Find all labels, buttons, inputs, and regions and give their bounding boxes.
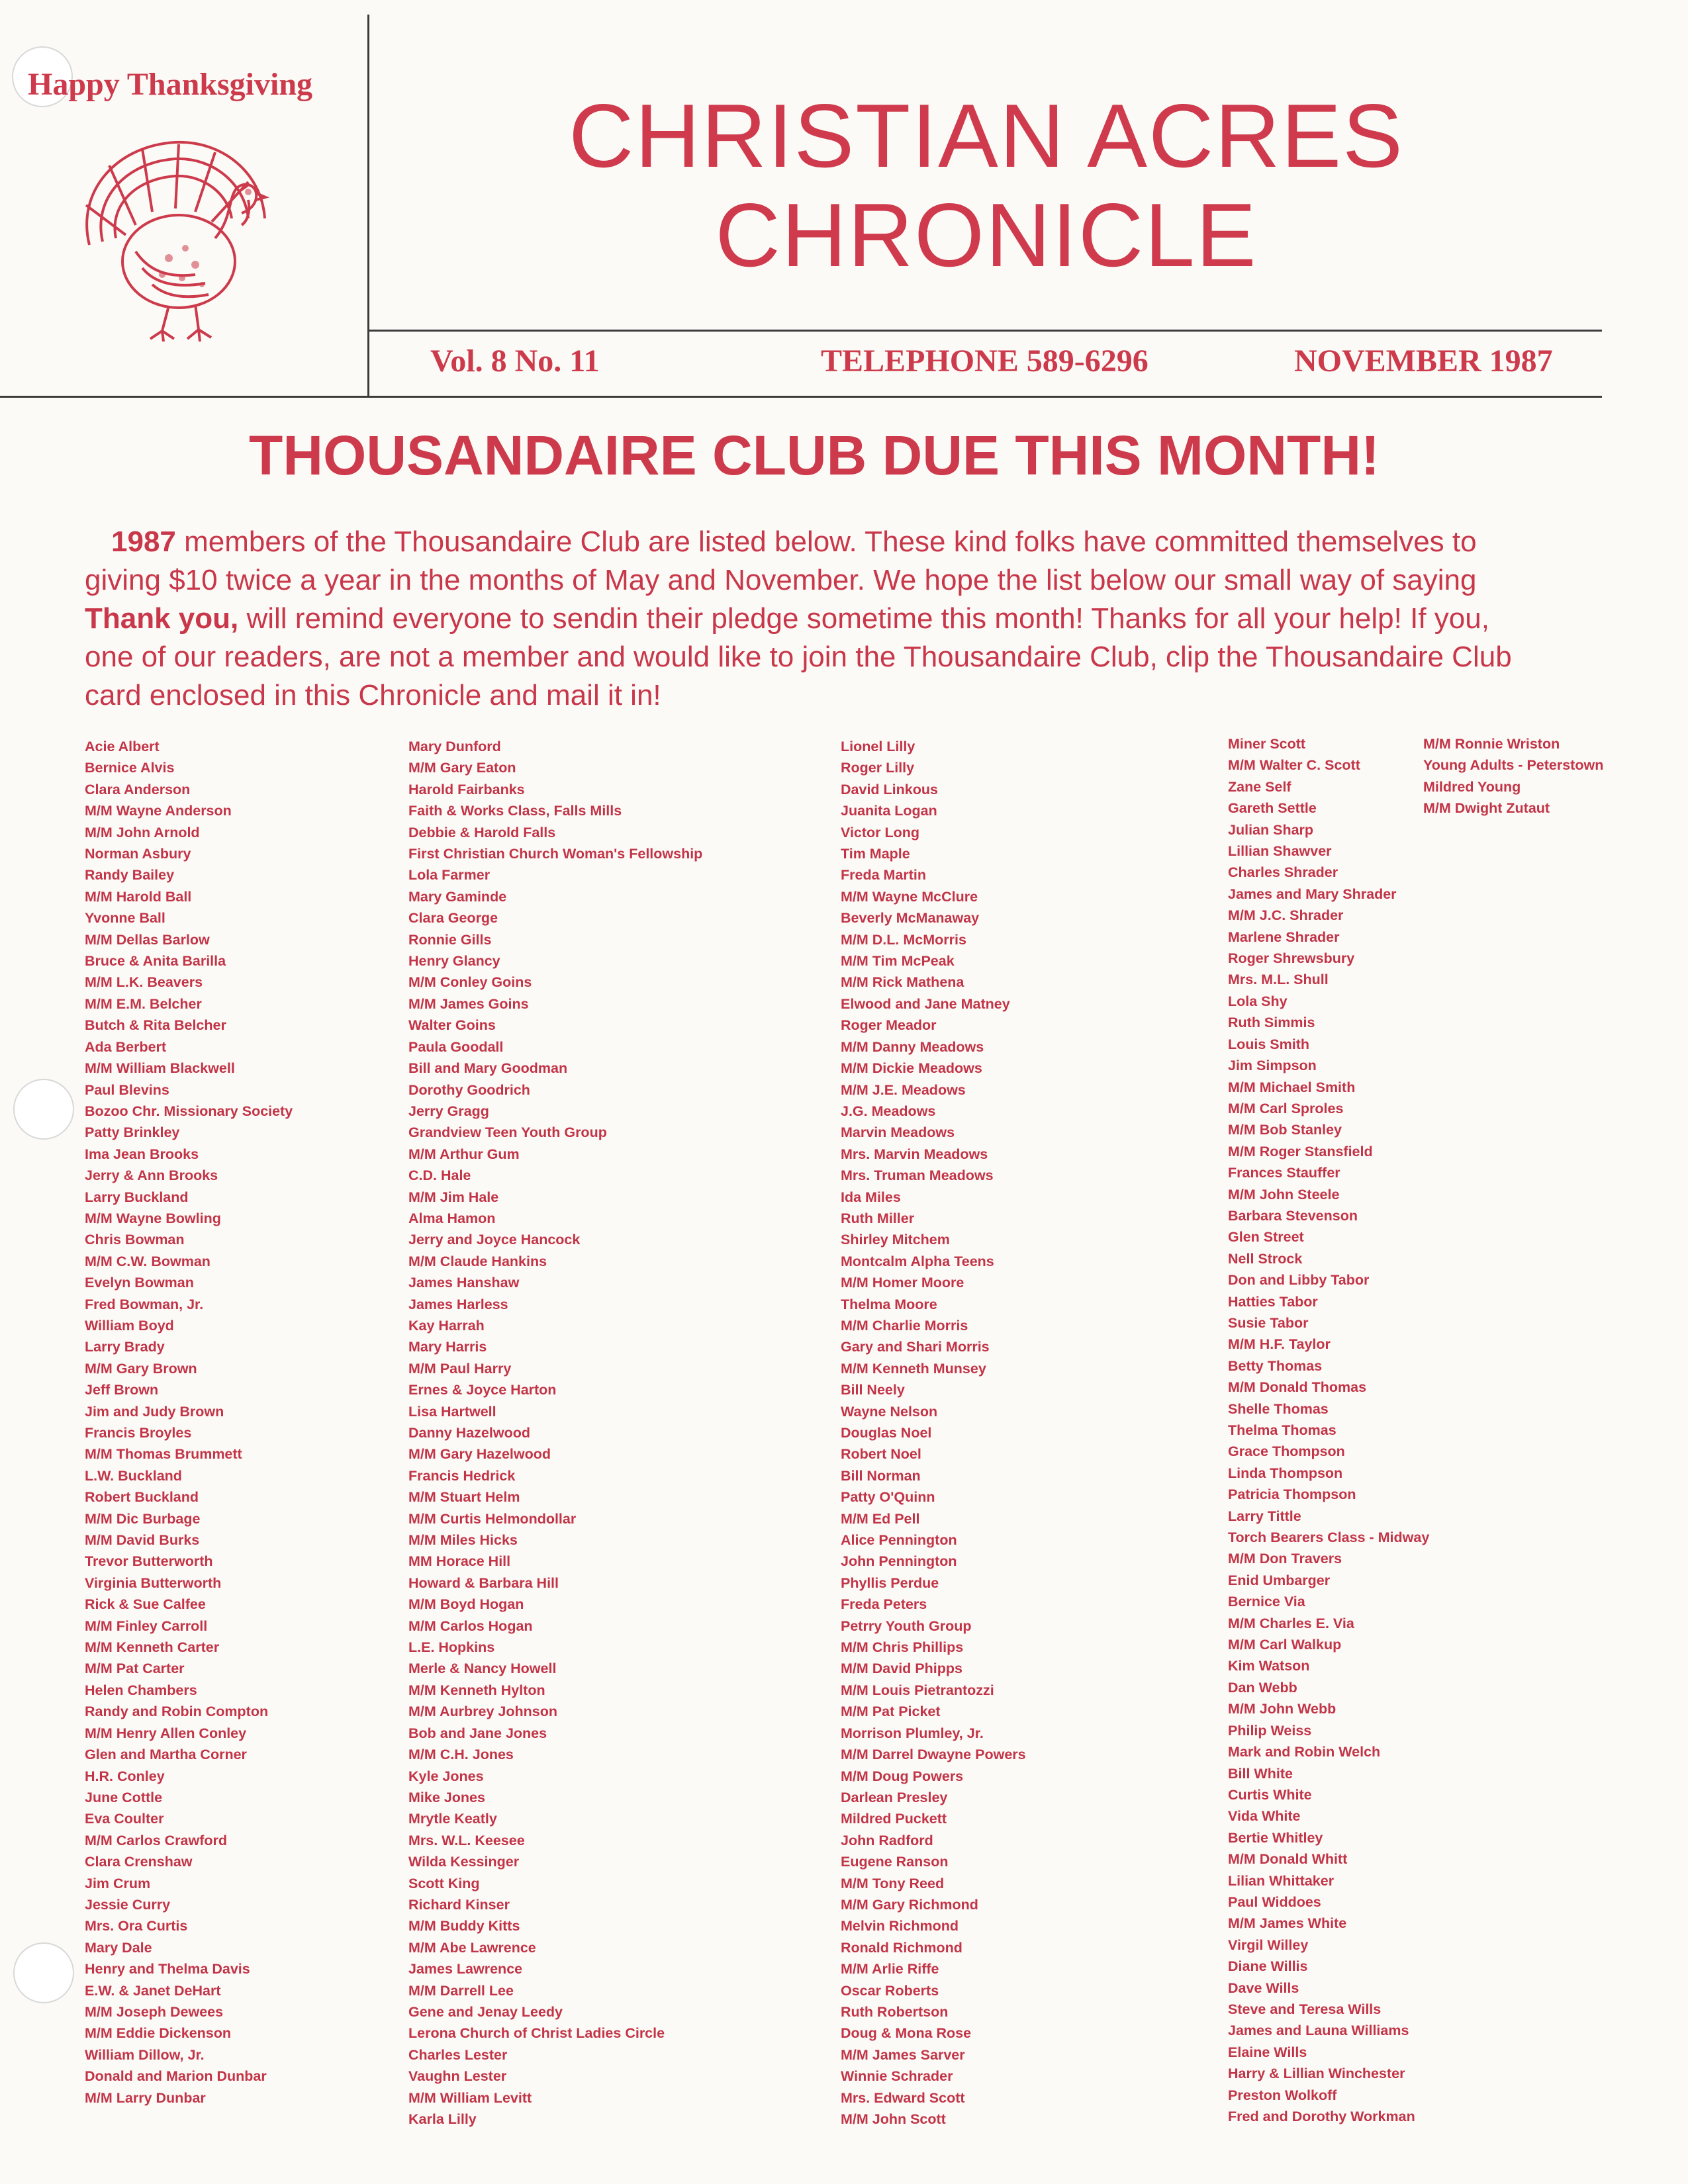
member-name: Vaughn Lester [408,2068,507,2085]
member-name: Mrs. W.L. Keesee [408,1832,525,1848]
member-name: M/M Dickie Meadows [841,1060,982,1077]
volume-number: Vol. 8 No. 11 [430,343,600,379]
header-divider-vertical [367,15,369,397]
member-name: June Cottle [85,1789,163,1805]
member-name: Henry Glancy [408,953,500,970]
member-name: Lillian Shawver [1228,843,1332,860]
member-name: Winnie Schrader [841,2068,953,2085]
member-name: Melvin Richmond [841,1918,959,1934]
member-name: Patty Brinkley [85,1124,180,1141]
member-name: Norman Asbury [85,846,191,862]
member-name: Wilda Kessinger [408,1854,520,1870]
member-name: Francis Broyles [85,1425,192,1441]
member-name: Yvonne Ball [85,910,165,927]
article-intro [85,523,1528,715]
member-name: Lionel Lilly [841,739,915,754]
member-name: M/M John Steele [1228,1186,1340,1203]
member-name: Howard & Barbara Hill [408,1574,559,1591]
member-name: M/M Gary Brown [85,1360,197,1377]
member-name: M/M Tim McPeak [841,953,955,970]
member-name: J.G. Meadows [841,1103,936,1119]
member-name: M/M Pat Picket [841,1704,941,1720]
binder-hole-bottom [13,1942,74,2003]
member-name: M/M Dwight Zutaut [1423,800,1550,817]
member-name: M/M William Levitt [408,2089,532,2106]
member-name: M/M Carl Sproles [1228,1100,1344,1116]
member-name: M/M Chris Phillips [841,1639,964,1656]
member-name: Jessie Curry [85,1896,171,1913]
member-name: M/M C.H. Jones [408,1747,514,1763]
member-name: Hatties Tabor [1228,1293,1318,1310]
member-name: M/M William Blackwell [85,1060,235,1077]
member-name: M/M Arthur Gum [408,1146,520,1162]
member-name: M/M John Scott [841,2111,946,2127]
member-name: M/M Gary Richmond [841,1896,978,1913]
member-name: Barbara Stevenson [1228,1207,1358,1224]
member-name: M/M Doug Powers [841,1768,964,1784]
member-name: Mark and Robin Welch [1228,1744,1381,1760]
member-name: M/M John Webb [1228,1701,1336,1717]
member-name: M/M Walter C. Scott [1228,757,1360,774]
member-name: Bertie Whitley [1228,1829,1323,1846]
member-name: M/M Stuart Helm [408,1489,520,1506]
member-name: Kyle Jones [408,1768,484,1784]
member-name: Evelyn Bowman [85,1275,194,1291]
member-column-3 [841,736,1026,2130]
member-name: Randy and Robin Compton [85,1704,269,1720]
member-name: M/M L.K. Beavers [85,974,203,991]
member-name: Bill Neely [841,1382,905,1398]
member-name: Ada Berbert [85,1038,167,1055]
member-name: James Hanshaw [408,1275,520,1291]
member-name: Jerry Gragg [408,1103,489,1119]
member-name: Jerry & Ann Brooks [85,1167,218,1184]
member-name: M/M Paul Harry [408,1360,512,1377]
member-name: Glen and Martha Corner [85,1747,247,1763]
member-name: Enid Umbarger [1228,1572,1331,1588]
member-name: Darlean Presley [841,1789,948,1805]
member-name: William Boyd [85,1317,174,1334]
member-name: M/M Wayne Bowling [85,1210,221,1226]
member-name: Susie Tabor [1228,1314,1309,1331]
member-name: John Radford [841,1832,933,1848]
member-name: Larry Brady [85,1339,165,1355]
member-name: Shelle Thomas [1228,1400,1329,1417]
member-name: Ida Miles [841,1189,901,1205]
masthead-line-2: CHRONICLE [715,185,1258,285]
member-name: M/M Darrel Dwayne Powers [841,1747,1026,1763]
member-name: Freda Peters [841,1596,927,1613]
member-name: M/M Kenneth Munsey [841,1360,986,1377]
member-name: Mary Harris [408,1339,487,1355]
member-name: Eva Coulter [85,1811,164,1827]
member-name: Jim Simpson [1228,1058,1317,1074]
member-name: M/M Michael Smith [1228,1079,1356,1095]
member-name: E.W. & Janet DeHart [85,1982,221,1999]
member-name: M/M Pat Carter [85,1661,185,1677]
header-rule-bottom [0,396,1602,398]
member-name: M/M D.L. McMorris [841,931,966,948]
member-name: M/M Gary Eaton [408,760,516,776]
member-name: Mrs. Marvin Meadows [841,1146,988,1162]
member-name: M/M Miles Hicks [408,1532,518,1549]
member-name: James and Launa Williams [1228,2023,1409,2039]
member-name: Marlene Shrader [1228,929,1340,945]
member-name: Lola Farmer [408,867,491,884]
member-name: Miner Scott [1228,736,1306,752]
member-name: M/M Joseph Dewees [85,2003,224,2020]
member-name: Petrry Youth Group [841,1617,972,1634]
member-name: Linda Thompson [1228,1465,1343,1481]
member-name: Bob and Jane Jones [408,1725,547,1741]
thanksgiving-greeting: Happy Thanksgiving [28,67,313,102]
member-name: Scott King [408,1875,480,1891]
member-name: M/M Abe Lawrence [408,1939,536,1956]
member-column-2 [408,736,702,2130]
member-name: Zane Self [1228,778,1291,795]
member-name: Jeff Brown [85,1382,159,1398]
member-name: John Pennington [841,1553,957,1570]
member-name: M/M Bob Stanley [1228,1122,1342,1138]
member-name: Fred and Dorothy Workman [1228,2109,1415,2124]
member-name: Bill Norman [841,1467,921,1484]
member-name: Karla Lilly [408,2111,477,2127]
member-name: Clara Crenshaw [85,1854,193,1870]
member-name: Curtis White [1228,1786,1312,1803]
member-name: M/M James Sarver [841,2046,965,2063]
member-name: Dorothy Goodrich [408,1081,530,1098]
member-name: M/M Larry Dunbar [85,2089,206,2106]
member-name: M/M Roger Stansfield [1228,1143,1373,1160]
member-name: Donald and Marion Dunbar [85,2068,267,2085]
member-name: Bruce & Anita Barilla [85,953,226,970]
member-name: David Linkous [841,781,938,797]
header-rule-top [367,330,1602,332]
member-name: Doug & Mona Rose [841,2025,972,2042]
member-name: Vida White [1228,1808,1301,1825]
member-name: M/M Boyd Hogan [408,1596,524,1613]
member-name: Ima Jean Brooks [85,1146,199,1162]
member-column-4 [1228,733,1429,2127]
member-name: M/M Eddie Dickenson [85,2025,232,2042]
member-name: C.D. Hale [408,1167,471,1184]
member-name: Lerona Church of Christ Ladies Circle [408,2025,665,2042]
member-name: Dan Webb [1228,1679,1297,1696]
member-name: Morrison Plumley, Jr. [841,1725,984,1741]
member-name: Francis Hedrick [408,1467,516,1484]
member-name: Larry Buckland [85,1189,189,1205]
member-name: Steve and Teresa Wills [1228,2001,1382,2017]
member-name: Young Adults - Peterstown [1423,757,1604,774]
member-name: Bill White [1228,1765,1293,1782]
member-name: M/M Louis Pietrantozzi [841,1682,994,1698]
member-name: Juanita Logan [841,803,937,819]
member-name: M/M John Arnold [85,824,200,841]
member-name: Charles Lester [408,2046,508,2063]
member-name: M/M J.E. Meadows [841,1081,966,1098]
member-name: M/M Homer Moore [841,1275,964,1291]
member-name: Lola Shy [1228,993,1288,1009]
member-name: Don and Libby Tabor [1228,1272,1370,1289]
member-name: Gareth Settle [1228,800,1317,817]
member-name: Paul Blevins [85,1081,169,1098]
member-name: Merle & Nancy Howell [408,1661,557,1677]
member-name: MM Horace Hill [408,1553,511,1570]
member-name: Roger Meador [841,1017,937,1034]
issue-date: NOVEMBER 1987 [1294,343,1553,379]
member-name: Wayne Nelson [841,1403,938,1420]
member-name: Alice Pennington [841,1532,957,1549]
member-name: Mrs. M.L. Shull [1228,972,1329,988]
member-name: Philip Weiss [1228,1722,1312,1739]
member-name: M/M Carlos Crawford [85,1832,228,1848]
intro-thank-you: Thank you, [85,602,239,635]
member-name: Larry Tittle [1228,1508,1301,1524]
member-name: Patty O'Quinn [841,1489,935,1506]
member-name: M/M Wayne Anderson [85,803,232,819]
member-name: M/M Donald Whitt [1228,1851,1348,1868]
masthead-line-1: CHRISTIAN ACRES [569,85,1404,186]
member-name: Tim Maple [841,846,910,862]
member-name: Butch & Rita Belcher [85,1017,226,1034]
member-name: Fred Bowman, Jr. [85,1296,204,1312]
member-name: Jim and Judy Brown [85,1403,224,1420]
member-name: Kim Watson [1228,1658,1310,1674]
member-name: M/M Dic Burbage [85,1510,201,1527]
member-name: Bernice Alvis [85,760,175,776]
member-name: M/M Kenneth Hylton [408,1682,545,1698]
member-name: Frances Stauffer [1228,1165,1340,1181]
member-name: Bernice Via [1228,1594,1305,1610]
member-name: M/M Donald Thomas [1228,1379,1367,1396]
member-name: M/M Carlos Hogan [408,1617,533,1634]
member-name: Henry and Thelma Davis [85,1961,250,1978]
member-column-5 [1423,733,1603,819]
member-name: M/M James White [1228,1915,1347,1932]
member-name: M/M Charles E. Via [1228,1615,1354,1631]
member-name: Paula Goodall [408,1038,504,1055]
member-name: M/M Thomas Brummett [85,1446,242,1463]
member-name: Mildred Puckett [841,1811,947,1827]
member-name: Clara George [408,910,498,927]
member-name: Nell Strock [1228,1250,1303,1267]
member-column-1 [85,736,293,2109]
member-name: M/M Wayne McClure [841,888,978,905]
member-name: William Dillow, Jr. [85,2046,205,2063]
member-name: M/M James Goins [408,995,529,1012]
member-name: M/M Tony Reed [841,1875,945,1891]
member-name: M/M David Phipps [841,1661,962,1677]
member-name: Julian Sharp [1228,821,1314,838]
member-name: Rick & Sue Calfee [85,1596,206,1613]
member-name: M/M Curtis Helmondollar [408,1510,577,1527]
intro-text-1: members of the Thousandaire Club are listed below. These kind folks have committed themselves to giving $10 twice a year in the months of May and November. We hope the list below our small way of saying [85,525,1477,596]
member-name: Gene and Jenay Leedy [408,2003,563,2020]
member-name: M/M C.W. Bowman [85,1253,211,1269]
member-name: Faith & Works Class, Falls Mills [408,803,622,819]
member-name: L.W. Buckland [85,1467,182,1484]
member-name: Harry & Lillian Winchester [1228,2066,1405,2082]
member-name: Bill and Mary Goodman [408,1060,568,1077]
member-name: Thelma Thomas [1228,1422,1336,1438]
member-name: M/M Henry Allen Conley [85,1725,247,1741]
member-name: M/M H.F. Taylor [1228,1336,1331,1353]
member-name: M/M Jim Hale [408,1189,499,1205]
member-name: Torch Bearers Class - Midway [1228,1529,1430,1546]
member-name: Acie Albert [85,739,160,754]
member-name: Richard Kinser [408,1896,510,1913]
member-name: Clara Anderson [85,781,191,797]
turkey-icon [63,126,281,344]
member-name: Lisa Hartwell [408,1403,496,1420]
member-name: Victor Long [841,824,920,841]
member-name: Patricia Thompson [1228,1486,1356,1503]
member-name: Mrytle Keatly [408,1811,497,1827]
member-name: Grandview Teen Youth Group [408,1124,607,1141]
member-name: Louis Smith [1228,1036,1310,1052]
member-name: M/M J.C. Shrader [1228,907,1344,924]
member-name: M/M Don Travers [1228,1551,1342,1567]
member-name: Ruth Miller [841,1210,915,1226]
member-name: Dave Wills [1228,1979,1299,1996]
member-name: Preston Wolkoff [1228,2087,1337,2103]
member-name: L.E. Hopkins [408,1639,495,1656]
member-name: Ruth Robertson [841,2003,949,2020]
member-name: Lilian Whittaker [1228,1872,1335,1889]
member-name: Bozoo Chr. Missionary Society [85,1103,293,1119]
member-name: Mary Dunford [408,739,501,754]
member-name: M/M Harold Ball [85,888,192,905]
member-name: M/M Charlie Morris [841,1317,968,1334]
member-name: M/M Aurbrey Johnson [408,1704,557,1720]
telephone-number: TELEPHONE 589-6296 [821,343,1149,379]
member-name: First Christian Church Woman's Fellowship [408,846,703,862]
member-name: Jerry and Joyce Hancock [408,1232,581,1248]
member-name: James Lawrence [408,1961,523,1978]
member-name: M/M Carl Walkup [1228,1637,1342,1653]
member-name: Thelma Moore [841,1296,937,1312]
member-name: Walter Goins [408,1017,496,1034]
member-name: Beverly McManaway [841,910,980,927]
member-name: Debbie & Harold Falls [408,824,556,841]
member-name: Virgil Willey [1228,1936,1309,1953]
binder-hole-middle [13,1079,74,1140]
member-name: Mary Gaminde [408,888,507,905]
member-name: M/M Rick Mathena [841,974,964,991]
member-name: Ernes & Joyce Harton [408,1382,557,1398]
member-name: Mrs. Truman Meadows [841,1167,994,1184]
member-name: Marvin Meadows [841,1124,955,1141]
member-name: M/M Finley Carroll [85,1617,208,1634]
member-name: James and Mary Shrader [1228,886,1397,902]
member-name: M/M Claude Hankins [408,1253,547,1269]
member-name: M/M Kenneth Carter [85,1639,220,1656]
member-name: Trevor Butterworth [85,1553,213,1570]
member-name: Douglas Noel [841,1425,932,1441]
member-name: M/M Ronnie Wriston [1423,736,1560,752]
member-name: Ronnie Gills [408,931,492,948]
member-name: Danny Hazelwood [408,1425,530,1441]
intro-text-2: will remind everyone to sendin their pledge sometime this month! Thanks for all your help! If you, one of our readers, are not a member and would like to join the Thousandaire Club, clip the Thousandaire Club card enclosed in this Chronicle and mail it in! [85,602,1512,711]
member-name: Robert Buckland [85,1489,199,1506]
member-name: Elwood and Jane Matney [841,995,1010,1012]
member-name: Ronald Richmond [841,1939,962,1956]
member-name: Mrs. Ora Curtis [85,1918,188,1934]
member-name: M/M Dellas Barlow [85,931,210,948]
member-name: Roger Lilly [841,760,915,776]
member-name: M/M David Burks [85,1532,200,1549]
member-name: Mike Jones [408,1789,485,1805]
member-name: Alma Hamon [408,1210,496,1226]
member-name: Mary Dale [85,1939,152,1956]
member-name: M/M Danny Meadows [841,1038,984,1055]
member-name: M/M Gary Hazelwood [408,1446,551,1463]
member-name: Elaine Wills [1228,2044,1307,2060]
member-name: Grace Thompson [1228,1443,1345,1460]
member-name: Randy Bailey [85,867,175,884]
member-name: Chris Bowman [85,1232,185,1248]
article-headline: THOUSANDAIRE CLUB DUE THIS MONTH! [249,424,1380,486]
member-name: Ruth Simmis [1228,1015,1315,1031]
member-name: Diane Willis [1228,1958,1308,1975]
member-name: Virginia Butterworth [85,1574,222,1591]
member-name: Robert Noel [841,1446,921,1463]
member-name: Betty Thomas [1228,1357,1323,1374]
intro-year: 1987 [111,525,176,558]
member-name: M/M Buddy Kitts [408,1918,520,1934]
member-name: Roger Shrewsbury [1228,950,1355,967]
member-name: M/M Darrell Lee [408,1982,514,1999]
member-name: M/M Ed Pell [841,1510,920,1527]
member-name: M/M E.M. Belcher [85,995,202,1012]
member-name: Glen Street [1228,1229,1304,1246]
member-name: Phyllis Perdue [841,1574,939,1591]
member-name: Shirley Mitchem [841,1232,950,1248]
member-name: Mrs. Edward Scott [841,2089,965,2106]
member-name: Harold Fairbanks [408,781,525,797]
member-name: Eugene Ranson [841,1854,949,1870]
member-name: Helen Chambers [85,1682,197,1698]
member-name: Charles Shrader [1228,864,1338,881]
masthead-title [424,86,1549,285]
member-name: Montcalm Alpha Teens [841,1253,994,1269]
member-name: Paul Widdoes [1228,1893,1321,1910]
member-name: Jim Crum [85,1875,151,1891]
member-name: Oscar Roberts [841,1982,939,1999]
member-name: Gary and Shari Morris [841,1339,990,1355]
member-name: Mildred Young [1423,778,1521,795]
member-name: Kay Harrah [408,1317,485,1334]
member-name: Freda Martin [841,867,927,884]
member-name: M/M Conley Goins [408,974,532,991]
member-name: H.R. Conley [85,1768,165,1784]
member-name: James Harless [408,1296,508,1312]
member-name: M/M Arlie Riffe [841,1961,939,1978]
